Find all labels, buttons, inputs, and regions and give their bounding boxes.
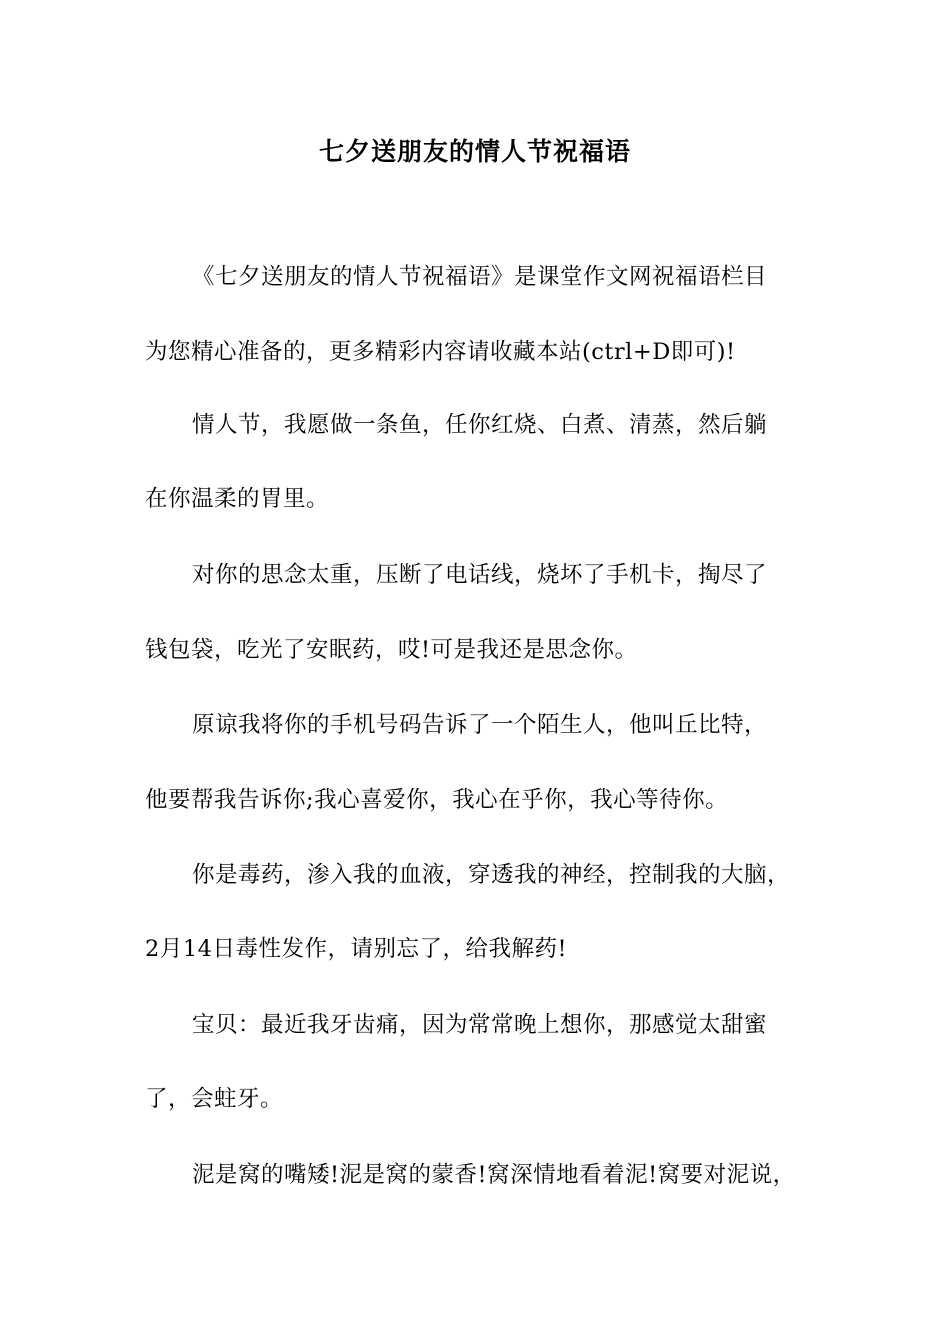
paragraph-line: 泥是窝的嘴矮!泥是窝的蒙香!窝深情地看着泥!窝要对泥说，	[192, 1162, 796, 1188]
paragraph-line: 他要帮我告诉你;我心喜爱你，我心在乎你，我心等待你。	[145, 787, 729, 813]
paragraph-line: 情人节，我愿做一条鱼，任你红烧、白煮、清蒸，然后躺	[192, 412, 768, 438]
paragraph-line: 对你的思念太重，压断了电话线，烧坏了手机卡，掏尽了	[192, 562, 768, 588]
paragraph-line: 了，会蛀牙。	[145, 1086, 284, 1112]
paragraph-line: 为您精心准备的，更多精彩内容请收藏本站(ctrl+D即可)!	[145, 339, 736, 365]
paragraph-line: 钱包袋，吃光了安眠药，哎!可是我还是思念你。	[145, 637, 638, 663]
paragraph-line: 2月14日毒性发作，请别忘了，给我解药!	[145, 936, 567, 962]
paragraph-line: 原谅我将你的手机号码告诉了一个陌生人，他叫丘比特，	[192, 712, 768, 738]
paragraph-line: 《七夕送朋友的情人节祝福语》是课堂作文网祝福语栏目	[192, 264, 768, 290]
paragraph-line: 在你温柔的胃里。	[145, 486, 330, 512]
paragraph-line: 宝贝：最近我牙齿痛，因为常常晚上想你，那感觉太甜蜜	[192, 1012, 768, 1038]
paragraph-line: 你是毒药，渗入我的血液，穿透我的神经，控制我的大脑，	[192, 862, 791, 888]
document-title: 七夕送朋友的情人节祝福语	[318, 137, 631, 166]
